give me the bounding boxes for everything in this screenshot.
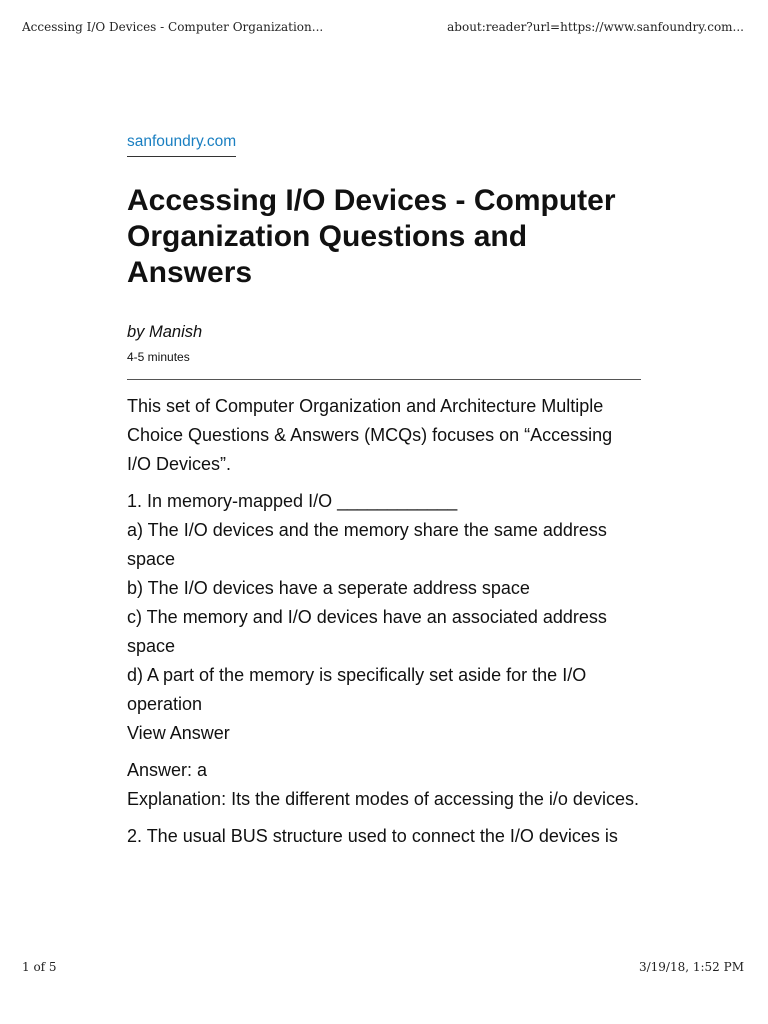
- question-1-option-a: a) The I/O devices and the memory share the same address space: [127, 520, 607, 569]
- question-1-option-d: d) A part of the memory is specifically set aside for the I/O operation: [127, 665, 587, 714]
- reader-article: [127, 132, 641, 859]
- article-title: Accessing I/O Devices - Computer Organization Questions and Answers: [127, 184, 616, 289]
- print-header: [22, 20, 744, 34]
- header-divider: [127, 379, 641, 380]
- explanation-text: Explanation: Its the different modes of accessing the i/o devices.: [127, 789, 639, 809]
- question-1-option-b: b) The I/O devices have a seperate address space: [127, 578, 530, 598]
- print-footer: [22, 960, 744, 974]
- page-number: 1 of 5: [22, 960, 57, 974]
- article-body: [127, 392, 641, 851]
- question-2: [127, 822, 641, 851]
- question-1-answer: [127, 756, 641, 814]
- question-1: [127, 487, 641, 748]
- view-answer-toggle[interactable]: View Answer: [127, 723, 230, 743]
- reading-time: 4-5 minutes: [127, 350, 190, 364]
- question-1-option-c: c) The memory and I/O devices have an associated address space: [127, 607, 607, 656]
- article-byline: by Manish: [127, 323, 203, 341]
- answer-text: Answer: a: [127, 760, 208, 780]
- intro-paragraph: This set of Computer Organization and Architecture Multiple Choice Questions & Answers (MCQs) focuses on “Accessing I/O Devices”.: [127, 396, 613, 474]
- print-url: about:reader?url=https://www.sanfoundry.com...: [447, 20, 744, 34]
- print-timestamp: 3/19/18, 1:52 PM: [638, 960, 744, 974]
- question-2-text: 2. The usual BUS structure used to connect the I/O devices is: [127, 826, 618, 846]
- question-1-text: 1. In memory-mapped I/O ____________: [127, 491, 458, 511]
- print-page-title: Accessing I/O Devices - Computer Organization...: [22, 20, 324, 34]
- source-domain-link[interactable]: sanfoundry.com: [127, 132, 236, 157]
